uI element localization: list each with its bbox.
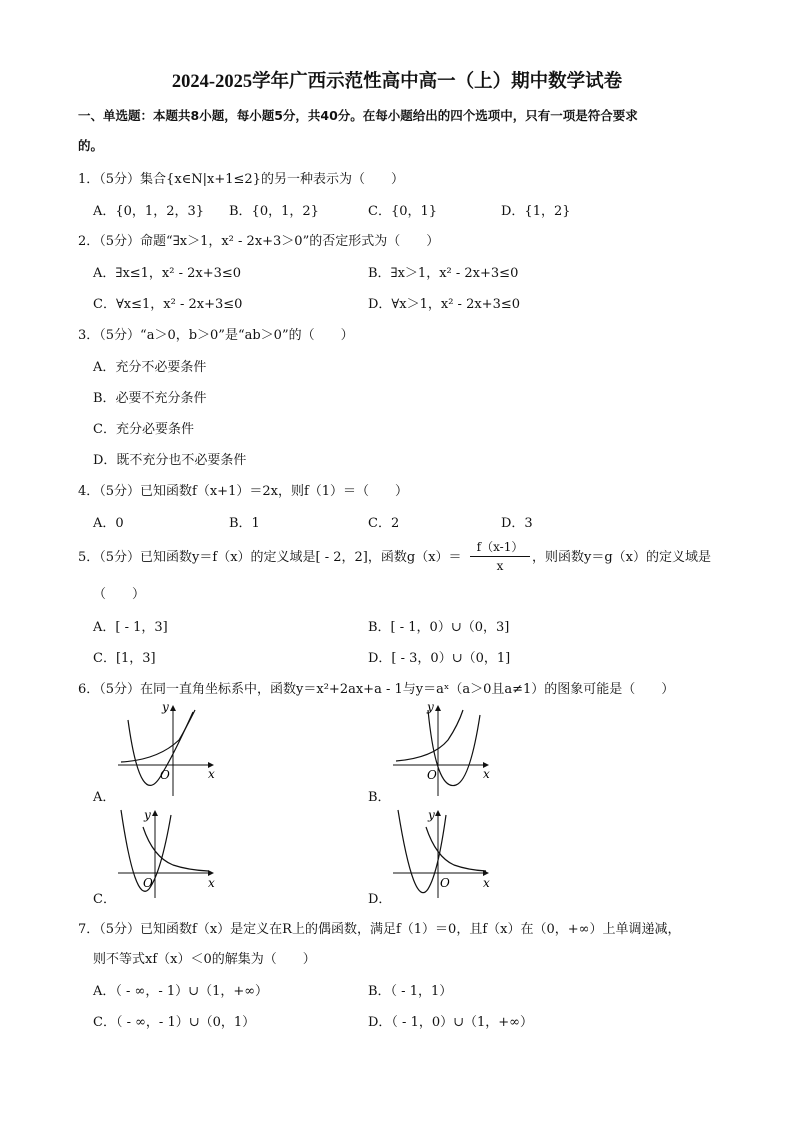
question-7-stem: 7．（5分）已知函数f（x）是定义在R上的偶函数，满足f（1）＝0，且f（x）在（0，+∞）上单调递减， [78, 922, 681, 937]
exponential-curve [121, 710, 195, 762]
origin-label: O [160, 768, 170, 782]
q4-option-c: C．2 [368, 516, 400, 531]
q4-option-d: D．3 [501, 516, 533, 531]
origin-label: O [143, 876, 153, 890]
x-axis-label: x [483, 767, 490, 781]
q4-option-b: B．1 [229, 516, 260, 531]
page-title: 2024-2025学年广西示范性高中高一（上）期中数学试卷 [171, 72, 623, 92]
q6-option-d: D． [368, 892, 392, 907]
y-axis-label: y [144, 808, 151, 822]
question-2-stem: 2．（5分）命题“∃x＞1，x² - 2x+3＞0”的否定形式为（ ） [78, 234, 440, 249]
x-axis-label: x [208, 876, 215, 890]
y-axis-arrow [170, 705, 176, 711]
q3-option-b: B．必要不充分条件 [93, 391, 207, 406]
y-axis-label: y [427, 700, 434, 714]
section-heading-cont: 的。 [78, 138, 104, 153]
q1-option-d: D．{1，2} [501, 204, 571, 219]
exponential-curve [143, 827, 208, 871]
y-axis-arrow [152, 810, 158, 816]
q2-option-a: A．∃x≤1，x² - 2x+3≤0 [93, 266, 242, 281]
q3-option-c: C．充分必要条件 [93, 422, 194, 437]
y-axis-arrow [435, 810, 441, 816]
exponential-curve [426, 827, 486, 871]
q3-option-d: D．既不充分也不必要条件 [93, 453, 247, 468]
parabola-curve [398, 810, 446, 893]
q5-fraction-numerator: f（x-1） [470, 538, 530, 557]
x-axis-label: x [483, 876, 490, 890]
question-5-stem-b: ，则函数y＝g（x）的定义域是 [532, 550, 711, 565]
question-5-stem-c: （ ） [93, 587, 146, 602]
q7-option-b: B．（ - 1，1） [368, 984, 453, 999]
y-axis-label: y [162, 700, 169, 714]
question-3-stem: 3．（5分）“a＞0，b＞0”是“ab＞0”的（ ） [78, 328, 354, 343]
q2-option-c: C．∀x≤1，x² - 2x+3≤0 [93, 297, 243, 312]
q7-option-c: C．（ - ∞，- 1）∪（0，1） [93, 1015, 256, 1030]
q5-option-d: D．[ - 3，0）∪（0，1] [368, 651, 511, 666]
exponential-curve [396, 710, 463, 761]
q5-fraction [470, 538, 530, 573]
q5-option-c: C．[1，3] [93, 651, 156, 666]
q6-option-b: B． [368, 790, 391, 805]
y-axis-arrow [435, 705, 441, 711]
q6-graph-c [113, 805, 223, 900]
x-axis-label: x [208, 767, 215, 781]
q6-option-c: C． [93, 892, 116, 907]
question-1-stem: 1．（5分）集合{x∈N|x+1≤2}的另一种表示为（ ） [78, 172, 404, 187]
q7-option-a: A．（ - ∞，- 1）∪（1，+∞） [93, 984, 269, 999]
origin-label: O [427, 768, 437, 782]
question-5-stem-a: 5．（5分）已知函数y＝f（x）的定义域是[ - 2，2]，函数g（x）＝ [78, 550, 462, 565]
q6-option-a: A． [93, 790, 116, 805]
q5-fraction-denominator: x [496, 559, 504, 573]
q3-option-a: A．充分不必要条件 [93, 360, 207, 375]
q4-option-a: A．0 [93, 516, 124, 531]
q5-option-b: B．[ - 1，0）∪（0，3] [368, 620, 510, 635]
q6-graph-a [113, 700, 223, 800]
q5-option-a: A．[ - 1，3] [93, 620, 168, 635]
question-4-stem: 4．（5分）已知函数f（x+1）＝2x，则f（1）＝（ ） [78, 484, 409, 499]
q7-option-d: D．（ - 1，0）∪（1，+∞） [368, 1015, 534, 1030]
q6-graph-d [388, 805, 498, 900]
q2-option-b: B．∃x＞1，x² - 2x+3≤0 [368, 266, 519, 281]
origin-label: O [440, 876, 450, 890]
q2-option-d: D．∀x＞1，x² - 2x+3≤0 [368, 297, 521, 312]
q1-option-b: B．{0，1，2} [229, 204, 319, 219]
q1-option-a: A．{0，1，2，3} [93, 204, 205, 219]
question-7-stem-cont: 则不等式xf（x）＜0的解集为（ ） [93, 952, 316, 967]
question-6-stem: 6．（5分）在同一直角坐标系中，函数y＝x²+2ax+a - 1与y＝aˣ（a＞0且a≠1）的图象可能是（ ） [78, 682, 675, 697]
q1-option-c: C．{0，1} [368, 204, 438, 219]
section-heading: 一、单选题：本题共8小题，每小题5分，共40分。在每小题给出的四个选项中，只有一项是符合要求 [78, 108, 638, 123]
y-axis-label: y [428, 808, 435, 822]
q6-graph-b [388, 700, 498, 800]
